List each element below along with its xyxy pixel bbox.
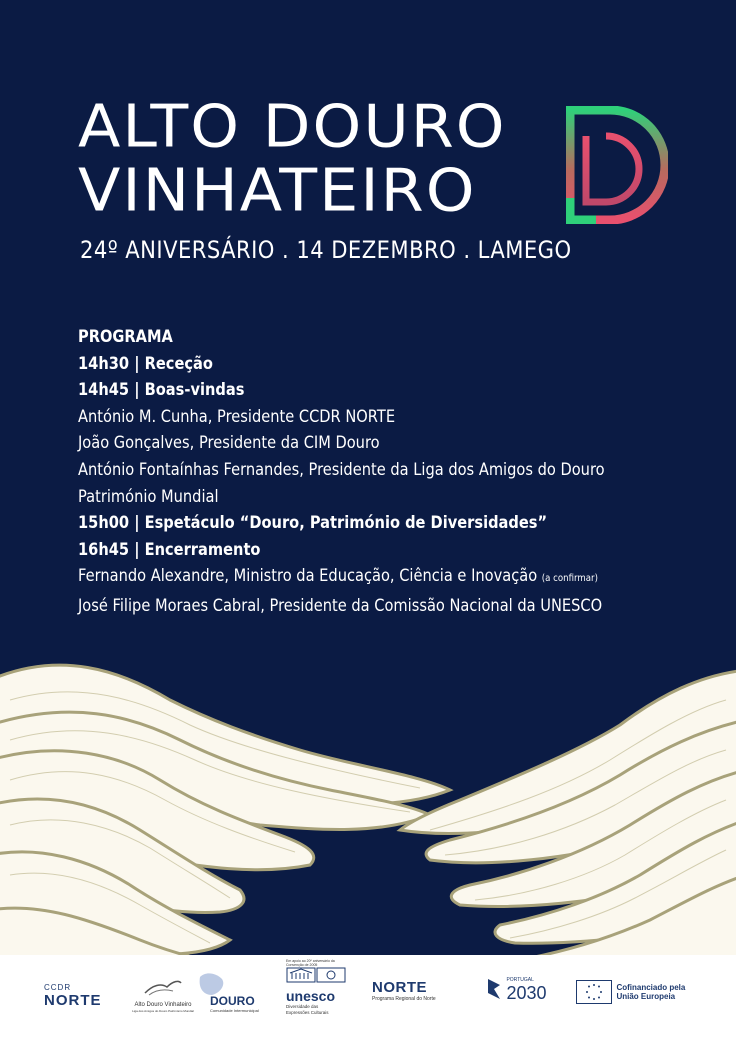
eu-cofinanced-logo	[576, 980, 696, 1004]
norte-label: NORTE	[44, 992, 102, 1009]
douro-d-logo-icon	[566, 106, 668, 224]
schedule-item: 14h45 | Boas-vindas	[78, 380, 245, 401]
ccdr-label: CCDR	[44, 983, 72, 992]
portugal-2030-text	[506, 977, 546, 1004]
unesco-label: unesco	[286, 988, 336, 1004]
vineyard-terraces-illustration	[0, 640, 736, 970]
douro-label: DOURO	[210, 994, 255, 1008]
speaker-note: (a confirmar)	[541, 573, 598, 585]
douro-sublabel: Comunidade Intermunicipal	[210, 1008, 259, 1013]
ccdr-norte-logo	[44, 983, 102, 1009]
unesco-sublabel: Diversidade das Expressões Culturais	[286, 1004, 329, 1015]
schedule-item: 14h30 | Receção	[78, 353, 213, 374]
speaker	[78, 563, 628, 593]
alto-douro-vinhateiro-logo	[132, 977, 194, 1014]
unesco-temple-icon	[286, 967, 346, 983]
p2030-label: 2030	[506, 983, 547, 1003]
speaker: José Filipe Moraes Cabral, Presidente da Comissão Nacional da UNESCO	[78, 595, 603, 616]
portugal-label: PORTUGAL	[506, 977, 534, 983]
unesco-logo	[286, 959, 352, 1016]
title-block	[78, 91, 507, 225]
schedule-item: 16h45 | Encerramento	[78, 539, 261, 560]
programa	[78, 324, 718, 620]
unesco-top-text: Em apoio ao 20º aniversário da Convenção de 2005	[286, 959, 335, 967]
speaker-name: Fernando Alexandre, Ministro da Educação, Ciência e Inovação	[78, 566, 538, 587]
norte-program-sublabel: Programa Regional do Norte	[372, 996, 436, 1002]
portugal-2030-logo	[486, 977, 547, 1004]
douro-cim-logo	[196, 971, 259, 1014]
speaker-continued: Património Mundial	[78, 486, 219, 507]
eu-flag-icon	[576, 980, 612, 1004]
eu-label: Cofinanciado pela União Europeia	[616, 983, 686, 1001]
speaker: João Gonçalves, Presidente da CIM Douro	[78, 433, 380, 454]
norte-2030-logo	[372, 979, 436, 1002]
programa-heading: PROGRAMA	[78, 327, 173, 347]
partner-logos-bar	[0, 955, 736, 1041]
speaker: António M. Cunha, Presidente CCDR NORTE	[78, 406, 396, 427]
event-subtitle: 24º ANIVERSÁRIO . 14 DEZEMBRO . LAMEGO	[80, 236, 572, 264]
title-line-2: VINHATEIRO	[78, 155, 477, 225]
title-line-1: ALTO DOURO	[78, 91, 507, 161]
speaker: António Fontaínhas Fernandes, Presidente da Liga dos Amigos do Douro	[78, 459, 605, 480]
vineyard-icon	[143, 977, 183, 997]
portugal-2030-icon	[486, 977, 502, 1001]
alto-douro-sublabel: Liga dos Amigos do Douro Património Mundial	[132, 1009, 194, 1013]
norte-program-label: NORTE	[372, 979, 427, 996]
alto-douro-label: Alto Douro Vinhateiro	[134, 1002, 192, 1008]
schedule-item: 15h00 | Espetáculo “Douro, Património de Diversidades”	[78, 513, 548, 534]
